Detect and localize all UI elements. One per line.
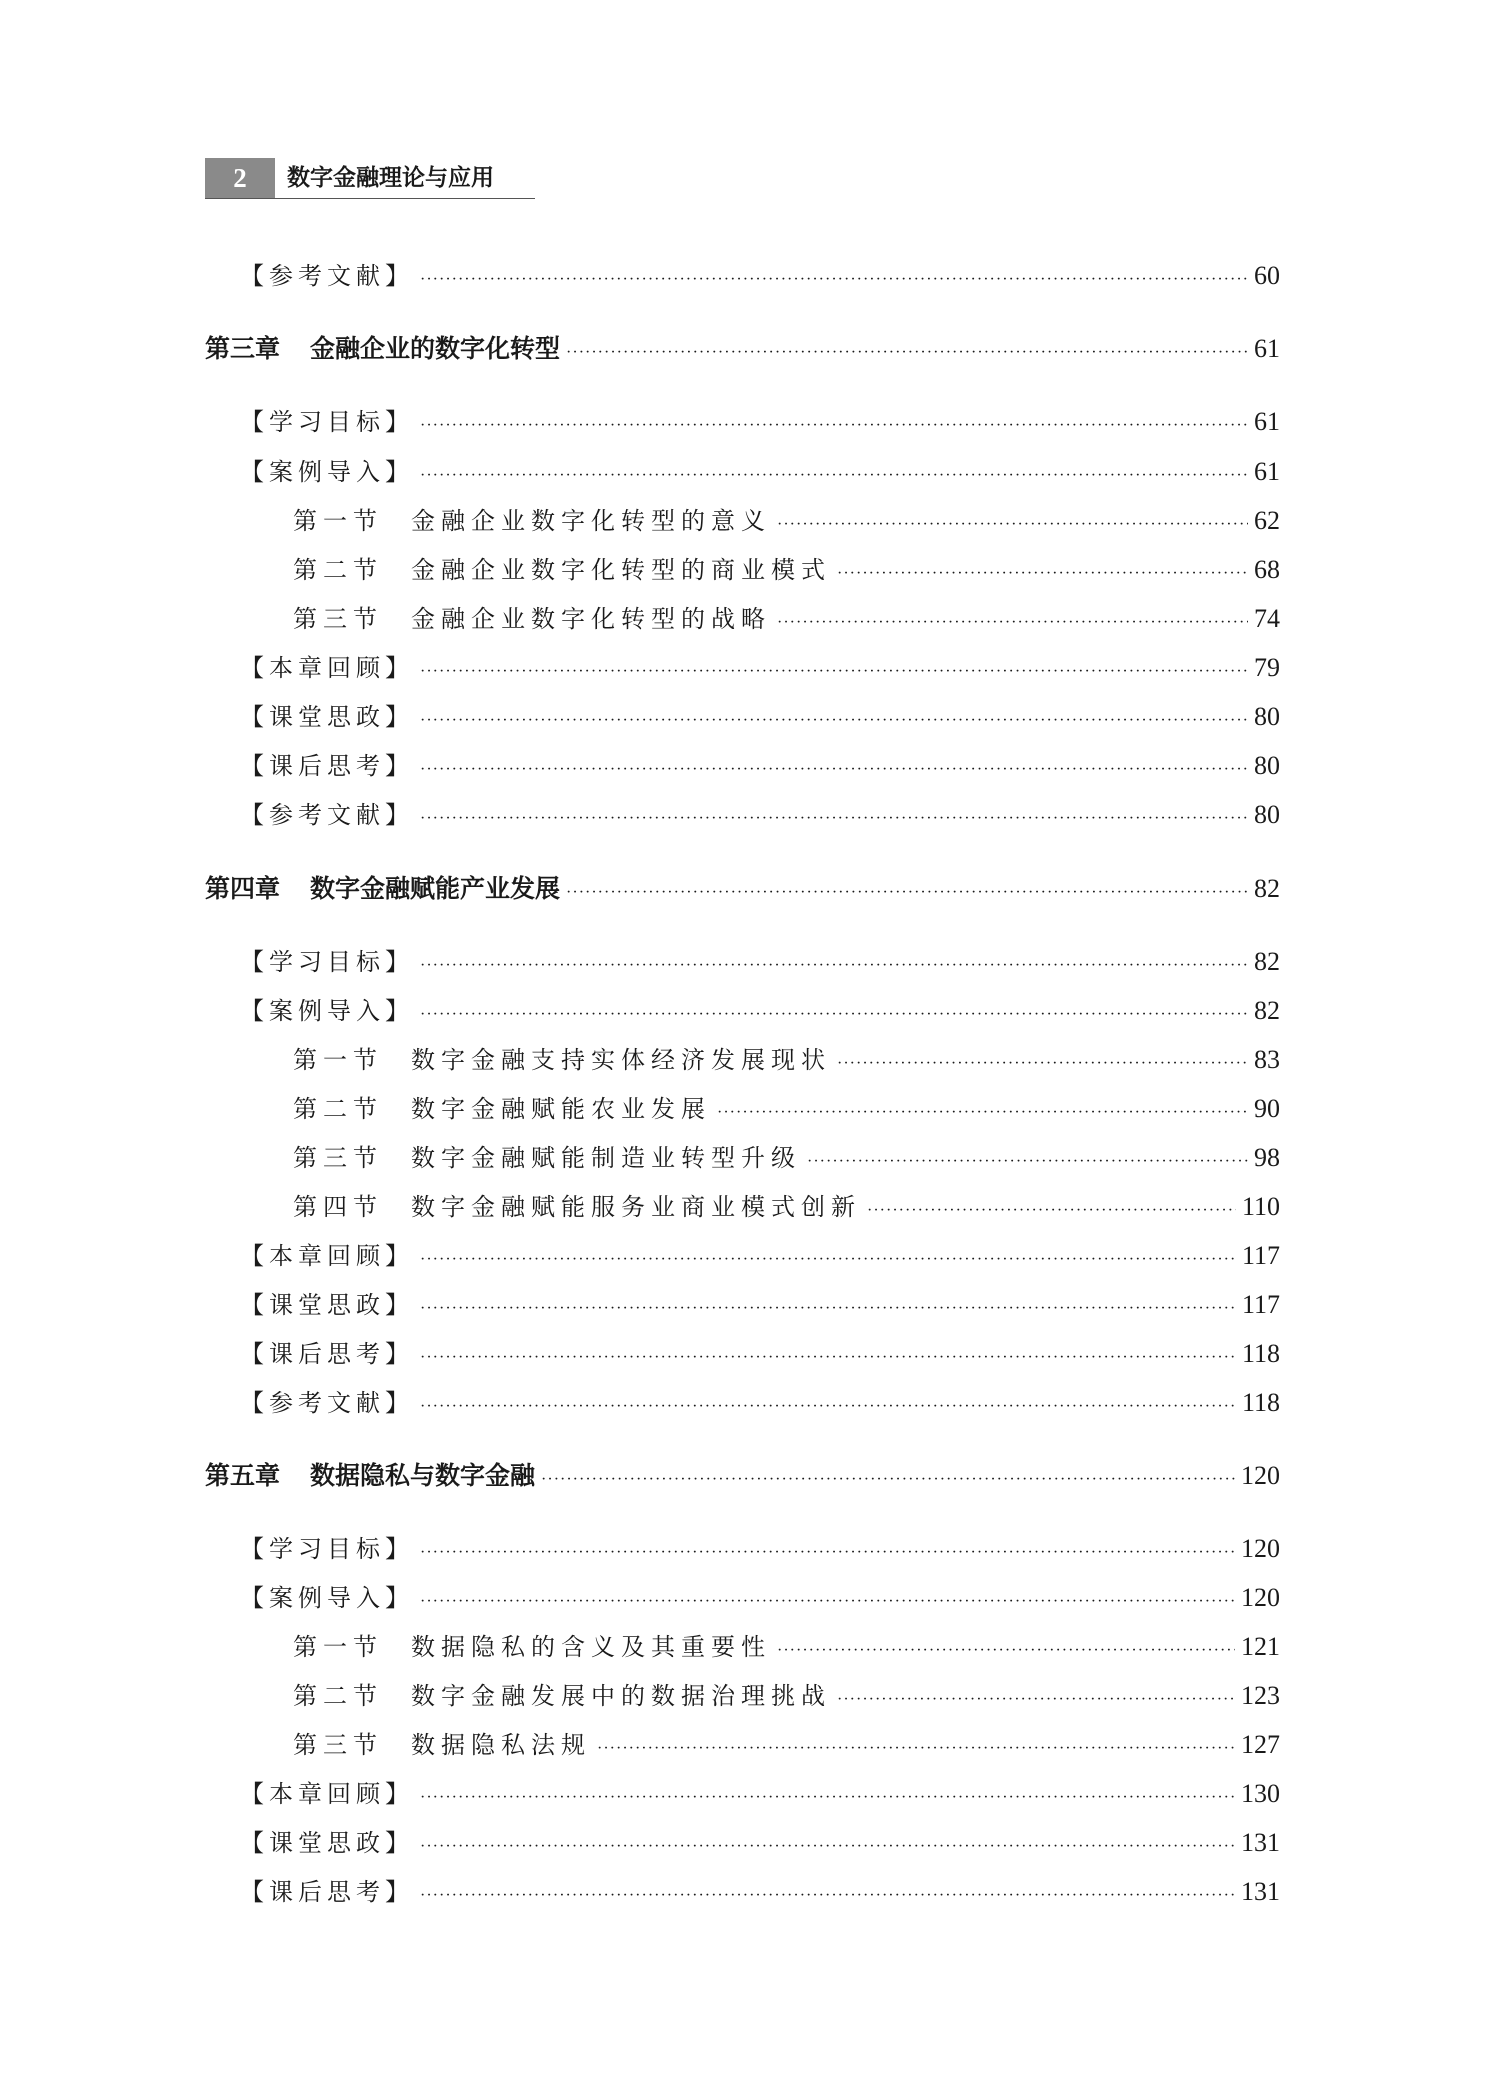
toc-item (240, 697, 1280, 737)
section-label (293, 1187, 861, 1227)
toc-item (240, 1774, 1280, 1814)
toc-item-label: 【参考文献】 (240, 262, 414, 290)
section-number: 第二节 (293, 556, 383, 584)
toc-page-number: 80 (1254, 702, 1280, 731)
toc-item (240, 452, 1280, 492)
section-label (293, 1627, 771, 1667)
section-number: 第三节 (293, 605, 383, 633)
section-number: 第三节 (293, 1731, 383, 1759)
toc-page-number: 130 (1241, 1779, 1280, 1808)
toc-item-label: 【案例导入】 (240, 458, 414, 486)
dot-leader (566, 333, 1248, 373)
toc-item-label: 【课后思考】 (240, 1878, 414, 1906)
chapter-title: 金融企业的数字化转型 (310, 334, 561, 363)
page-number: 2 (205, 158, 275, 198)
chapter-number: 第五章 (205, 1461, 281, 1490)
toc-item (240, 256, 1280, 296)
chapter-number: 第四章 (205, 874, 281, 903)
dot-leader (420, 799, 1248, 839)
dot-leader (837, 1044, 1248, 1084)
toc-section (293, 501, 1280, 541)
section-number: 第四节 (293, 1193, 383, 1221)
toc-page-number: 110 (1241, 1192, 1280, 1221)
toc-section (293, 1138, 1280, 1178)
toc-item-label: 【课堂思政】 (240, 1829, 414, 1857)
toc-item-label: 【课后思考】 (240, 1340, 414, 1368)
section-number: 第一节 (293, 1633, 383, 1661)
dot-leader (420, 1240, 1236, 1280)
chapter-title: 数据隐私与数字金融 (310, 1461, 536, 1490)
section-title: 数据隐私法规 (411, 1731, 591, 1759)
toc-page-number: 120 (1241, 1534, 1280, 1563)
toc-page-number: 82 (1254, 874, 1280, 903)
toc-page-number: 127 (1241, 1730, 1280, 1759)
toc-page-number: 61 (1254, 457, 1280, 486)
toc-page-number: 117 (1241, 1290, 1280, 1319)
section-label (293, 1040, 831, 1080)
section-number: 第二节 (293, 1095, 383, 1123)
toc-section (293, 1187, 1280, 1227)
dot-leader (837, 554, 1248, 594)
section-label (293, 501, 771, 541)
toc-section (293, 1627, 1280, 1667)
toc-section (293, 1725, 1280, 1765)
toc-item (240, 402, 1280, 442)
toc-item-label: 【学习目标】 (240, 408, 414, 436)
chapter-label (205, 329, 560, 369)
toc-page-number: 79 (1254, 653, 1280, 682)
section-label (293, 1676, 831, 1716)
dot-leader (420, 750, 1248, 790)
toc-item (240, 746, 1280, 786)
toc-section (293, 1040, 1280, 1080)
section-title: 数字金融赋能农业发展 (411, 1095, 711, 1123)
dot-leader (807, 1142, 1248, 1182)
toc-page-number: 83 (1254, 1045, 1280, 1074)
dot-leader (717, 1093, 1248, 1133)
dot-leader (420, 1387, 1236, 1427)
dot-leader (420, 406, 1248, 446)
toc-page-number: 131 (1241, 1828, 1280, 1857)
dot-leader (420, 1876, 1235, 1916)
toc-page-number: 118 (1241, 1388, 1280, 1417)
toc-item (240, 1383, 1280, 1423)
toc-item-label: 【案例导入】 (240, 997, 414, 1025)
section-title: 数据隐私的含义及其重要性 (411, 1633, 771, 1661)
dot-leader (541, 1460, 1235, 1500)
dot-leader (867, 1191, 1236, 1231)
chapter-number: 第三章 (205, 334, 281, 363)
toc-page-number: 68 (1254, 555, 1280, 584)
toc-page-number: 74 (1254, 604, 1280, 633)
book-title: 数字金融理论与应用 (287, 165, 494, 191)
toc-section (293, 599, 1280, 639)
dot-leader (420, 652, 1248, 692)
toc-item (240, 1529, 1280, 1569)
toc-section (293, 1676, 1280, 1716)
section-label (293, 599, 771, 639)
section-title: 金融企业数字化转型的意义 (411, 507, 771, 535)
toc-page-number: 118 (1241, 1339, 1280, 1368)
section-label (293, 1089, 711, 1129)
section-number: 第二节 (293, 1682, 383, 1710)
chapter-label (205, 869, 560, 909)
dot-leader (420, 1338, 1236, 1378)
toc-item-label: 【本章回顾】 (240, 1780, 414, 1808)
toc-page-number: 82 (1254, 947, 1280, 976)
section-label (293, 1725, 591, 1765)
toc-item-label: 【课后思考】 (240, 752, 414, 780)
toc-item-label: 【课堂思政】 (240, 703, 414, 731)
section-title: 金融企业数字化转型的战略 (411, 605, 771, 633)
toc-page-number: 82 (1254, 996, 1280, 1025)
toc-item (240, 1872, 1280, 1912)
toc-item-label: 【本章回顾】 (240, 654, 414, 682)
toc-item (240, 1578, 1280, 1618)
toc-page-number: 80 (1254, 800, 1280, 829)
toc-section (293, 550, 1280, 590)
toc-item (240, 1823, 1280, 1863)
toc-chapter (205, 329, 1280, 369)
section-number: 第三节 (293, 1144, 383, 1172)
toc-chapter (205, 869, 1280, 909)
toc-item-label: 【课堂思政】 (240, 1291, 414, 1319)
toc-page-number: 120 (1241, 1583, 1280, 1612)
dot-leader (597, 1729, 1235, 1769)
chapter-label (205, 1456, 535, 1496)
section-title: 数字金融赋能制造业转型升级 (411, 1144, 801, 1172)
toc-page-number: 60 (1254, 261, 1280, 290)
toc-item-label: 【本章回顾】 (240, 1242, 414, 1270)
dot-leader (777, 1631, 1235, 1671)
toc-item (240, 795, 1280, 835)
toc-page-number: 123 (1241, 1681, 1280, 1710)
toc-item (240, 991, 1280, 1031)
dot-leader (837, 1680, 1235, 1720)
dot-leader (566, 873, 1248, 913)
toc-item (240, 648, 1280, 688)
toc-page-number: 131 (1241, 1877, 1280, 1906)
section-title: 数字金融支持实体经济发展现状 (411, 1046, 831, 1074)
dot-leader (420, 1533, 1235, 1573)
toc-page-number: 90 (1254, 1094, 1280, 1123)
toc-item-label: 【参考文献】 (240, 801, 414, 829)
toc-page-number: 62 (1254, 506, 1280, 535)
dot-leader (420, 1778, 1235, 1818)
toc-item (240, 1334, 1280, 1374)
toc-page-number: 120 (1241, 1461, 1280, 1490)
toc-page-number: 121 (1241, 1632, 1280, 1661)
dot-leader (777, 603, 1248, 643)
chapter-title: 数字金融赋能产业发展 (310, 874, 561, 903)
toc-page-number: 117 (1241, 1241, 1280, 1270)
section-title: 数字金融发展中的数据治理挑战 (411, 1682, 831, 1710)
toc-item-label: 【参考文献】 (240, 1389, 414, 1417)
section-title: 金融企业数字化转型的商业模式 (411, 556, 831, 584)
toc-item-label: 【学习目标】 (240, 948, 414, 976)
dot-leader (420, 701, 1248, 741)
dot-leader (420, 946, 1248, 986)
toc-item-label: 【学习目标】 (240, 1535, 414, 1563)
dot-leader (420, 995, 1248, 1035)
dot-leader (420, 260, 1248, 300)
section-number: 第一节 (293, 1046, 383, 1074)
section-label (293, 550, 831, 590)
dot-leader (420, 1289, 1236, 1329)
toc-chapter (205, 1456, 1280, 1496)
toc-page-number: 98 (1254, 1143, 1280, 1172)
toc-item (240, 1285, 1280, 1325)
dot-leader (420, 1827, 1235, 1867)
toc-item-label: 【案例导入】 (240, 1584, 414, 1612)
section-number: 第一节 (293, 507, 383, 535)
toc-section (293, 1089, 1280, 1129)
section-label (293, 1138, 801, 1178)
toc-page-number: 61 (1254, 334, 1280, 363)
dot-leader (777, 505, 1248, 545)
toc-page-number: 61 (1254, 407, 1280, 436)
toc-page-number: 80 (1254, 751, 1280, 780)
dot-leader (420, 456, 1248, 496)
toc-item (240, 942, 1280, 982)
dot-leader (420, 1582, 1235, 1622)
toc-item (240, 1236, 1280, 1276)
section-title: 数字金融赋能服务业商业模式创新 (411, 1193, 861, 1221)
